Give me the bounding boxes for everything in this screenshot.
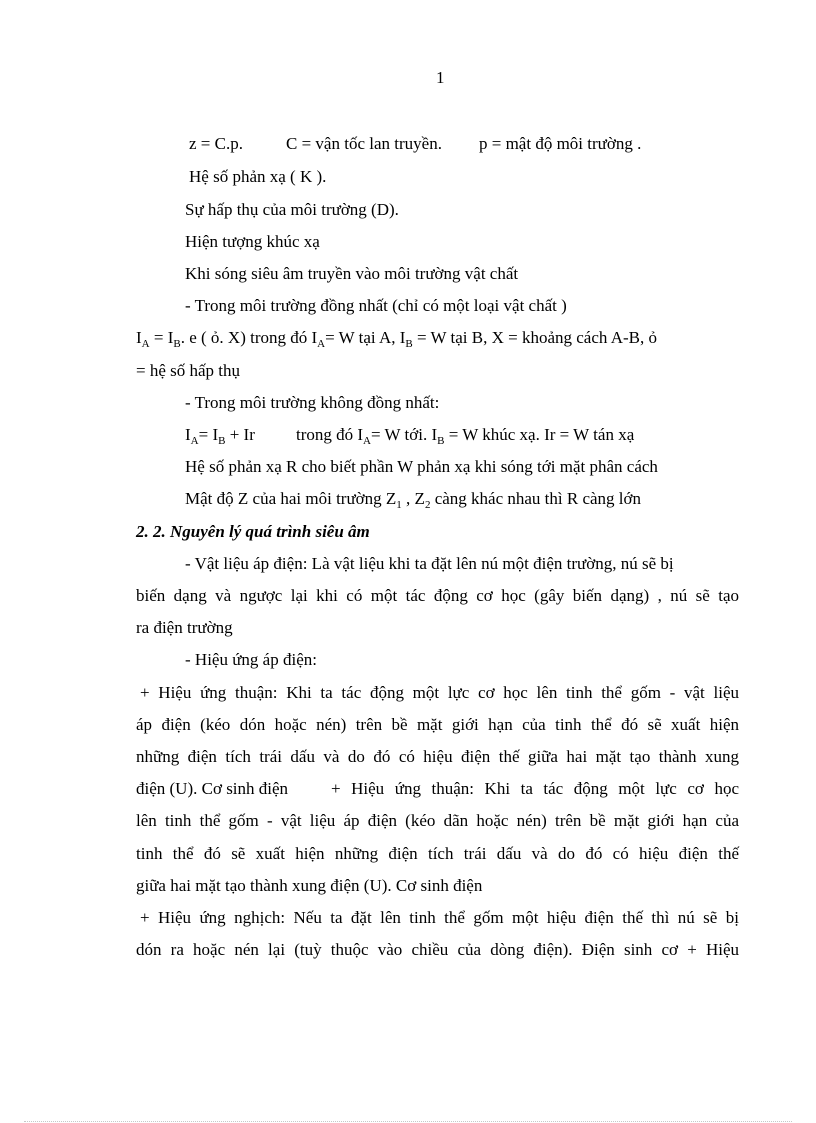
text-line-24: + Hiệu ứng nghịch: Nếu ta đặt lên tinh thể gốm một hiệu điện thế thì nú sẽ bị (140, 908, 739, 927)
text-line-16: - Hiệu ứng áp điện: (185, 650, 317, 669)
text-line-6: - Trong môi trường đồng nhất (chỉ có một loại vật chất ) (185, 296, 567, 315)
text-line-5: Khi sóng siêu âm truyền vào môi trường vật chất (185, 264, 519, 283)
text-line-4: Hiện tượng khúc xạ (185, 232, 320, 251)
text-line-15: ra điện trường (136, 618, 233, 637)
text-line-8: = hệ số hấp thụ (136, 361, 241, 380)
text-line-22: tinh thể đó sẽ xuất hiện những điện tích trái dấu và do đó có hiệu điện thế (136, 844, 739, 863)
text-line-21: lên tinh thể gốm - vật liệu áp điện (kéo dãn hoặc nén) trên bề mặt giới hạn của (136, 811, 739, 830)
text-line-12: Mật độ Z của hai môi trường $Z_1$ , $Z_2$ càng khác nhau thì R càng lớn (185, 489, 642, 511)
text-line-9: - Trong môi trường không đồng nhất: (185, 393, 440, 412)
text-line-17: + Hiệu ứng thuận: Khi ta tác động một lực cơ học lên tinh thể gốm - vật liệu (140, 683, 739, 702)
text-line-14: biến dạng và ngược lại khi có một tác động cơ học (gây biến dạng) , nú sẽ tạo (136, 586, 739, 605)
page-number: 1 (436, 68, 445, 87)
section-heading: 2. 2. Nguyên lý quá trình siêu âm (136, 522, 370, 541)
formula-line-absorption: $I_A = I_B$. e ( ỏ. X) trong đó $I_A= W$ tại A, $I_B = W$ tại B, X = khoảng cách A-B, ỏ (136, 328, 657, 350)
text-line-11: Hệ số phản xạ R cho biết phần W phản xạ khi sóng tới mặt phân cách (185, 457, 658, 476)
text-line-13: - Vật liệu áp điện: Là vật liệu khi ta đặt lên nú một điện trường, nú sẽ bị (185, 554, 674, 573)
text-line-18: áp điện (kéo dón hoặc nén) trên bề mặt giới hạn của tinh thể đó sẽ xuất hiện (136, 715, 739, 734)
text-line-25: dón ra hoặc nén lại (tuỳ thuộc vào chiều của dòng điện). Điện sinh cơ + Hiệu (136, 940, 739, 959)
text-line-3: Sự hấp thụ của môi trường (D). (185, 200, 399, 219)
text-line-23: giữa hai mặt tạo thành xung điện (U). Cơ sinh điện (136, 876, 483, 895)
text-line-2: Hệ số phản xạ ( K ). (189, 167, 327, 186)
text-line-19: những điện tích trái dấu và do đó có hiệu điện thế giữa hai mặt tạo thành xung (136, 747, 739, 766)
page-bottom-rule (24, 1121, 792, 1122)
